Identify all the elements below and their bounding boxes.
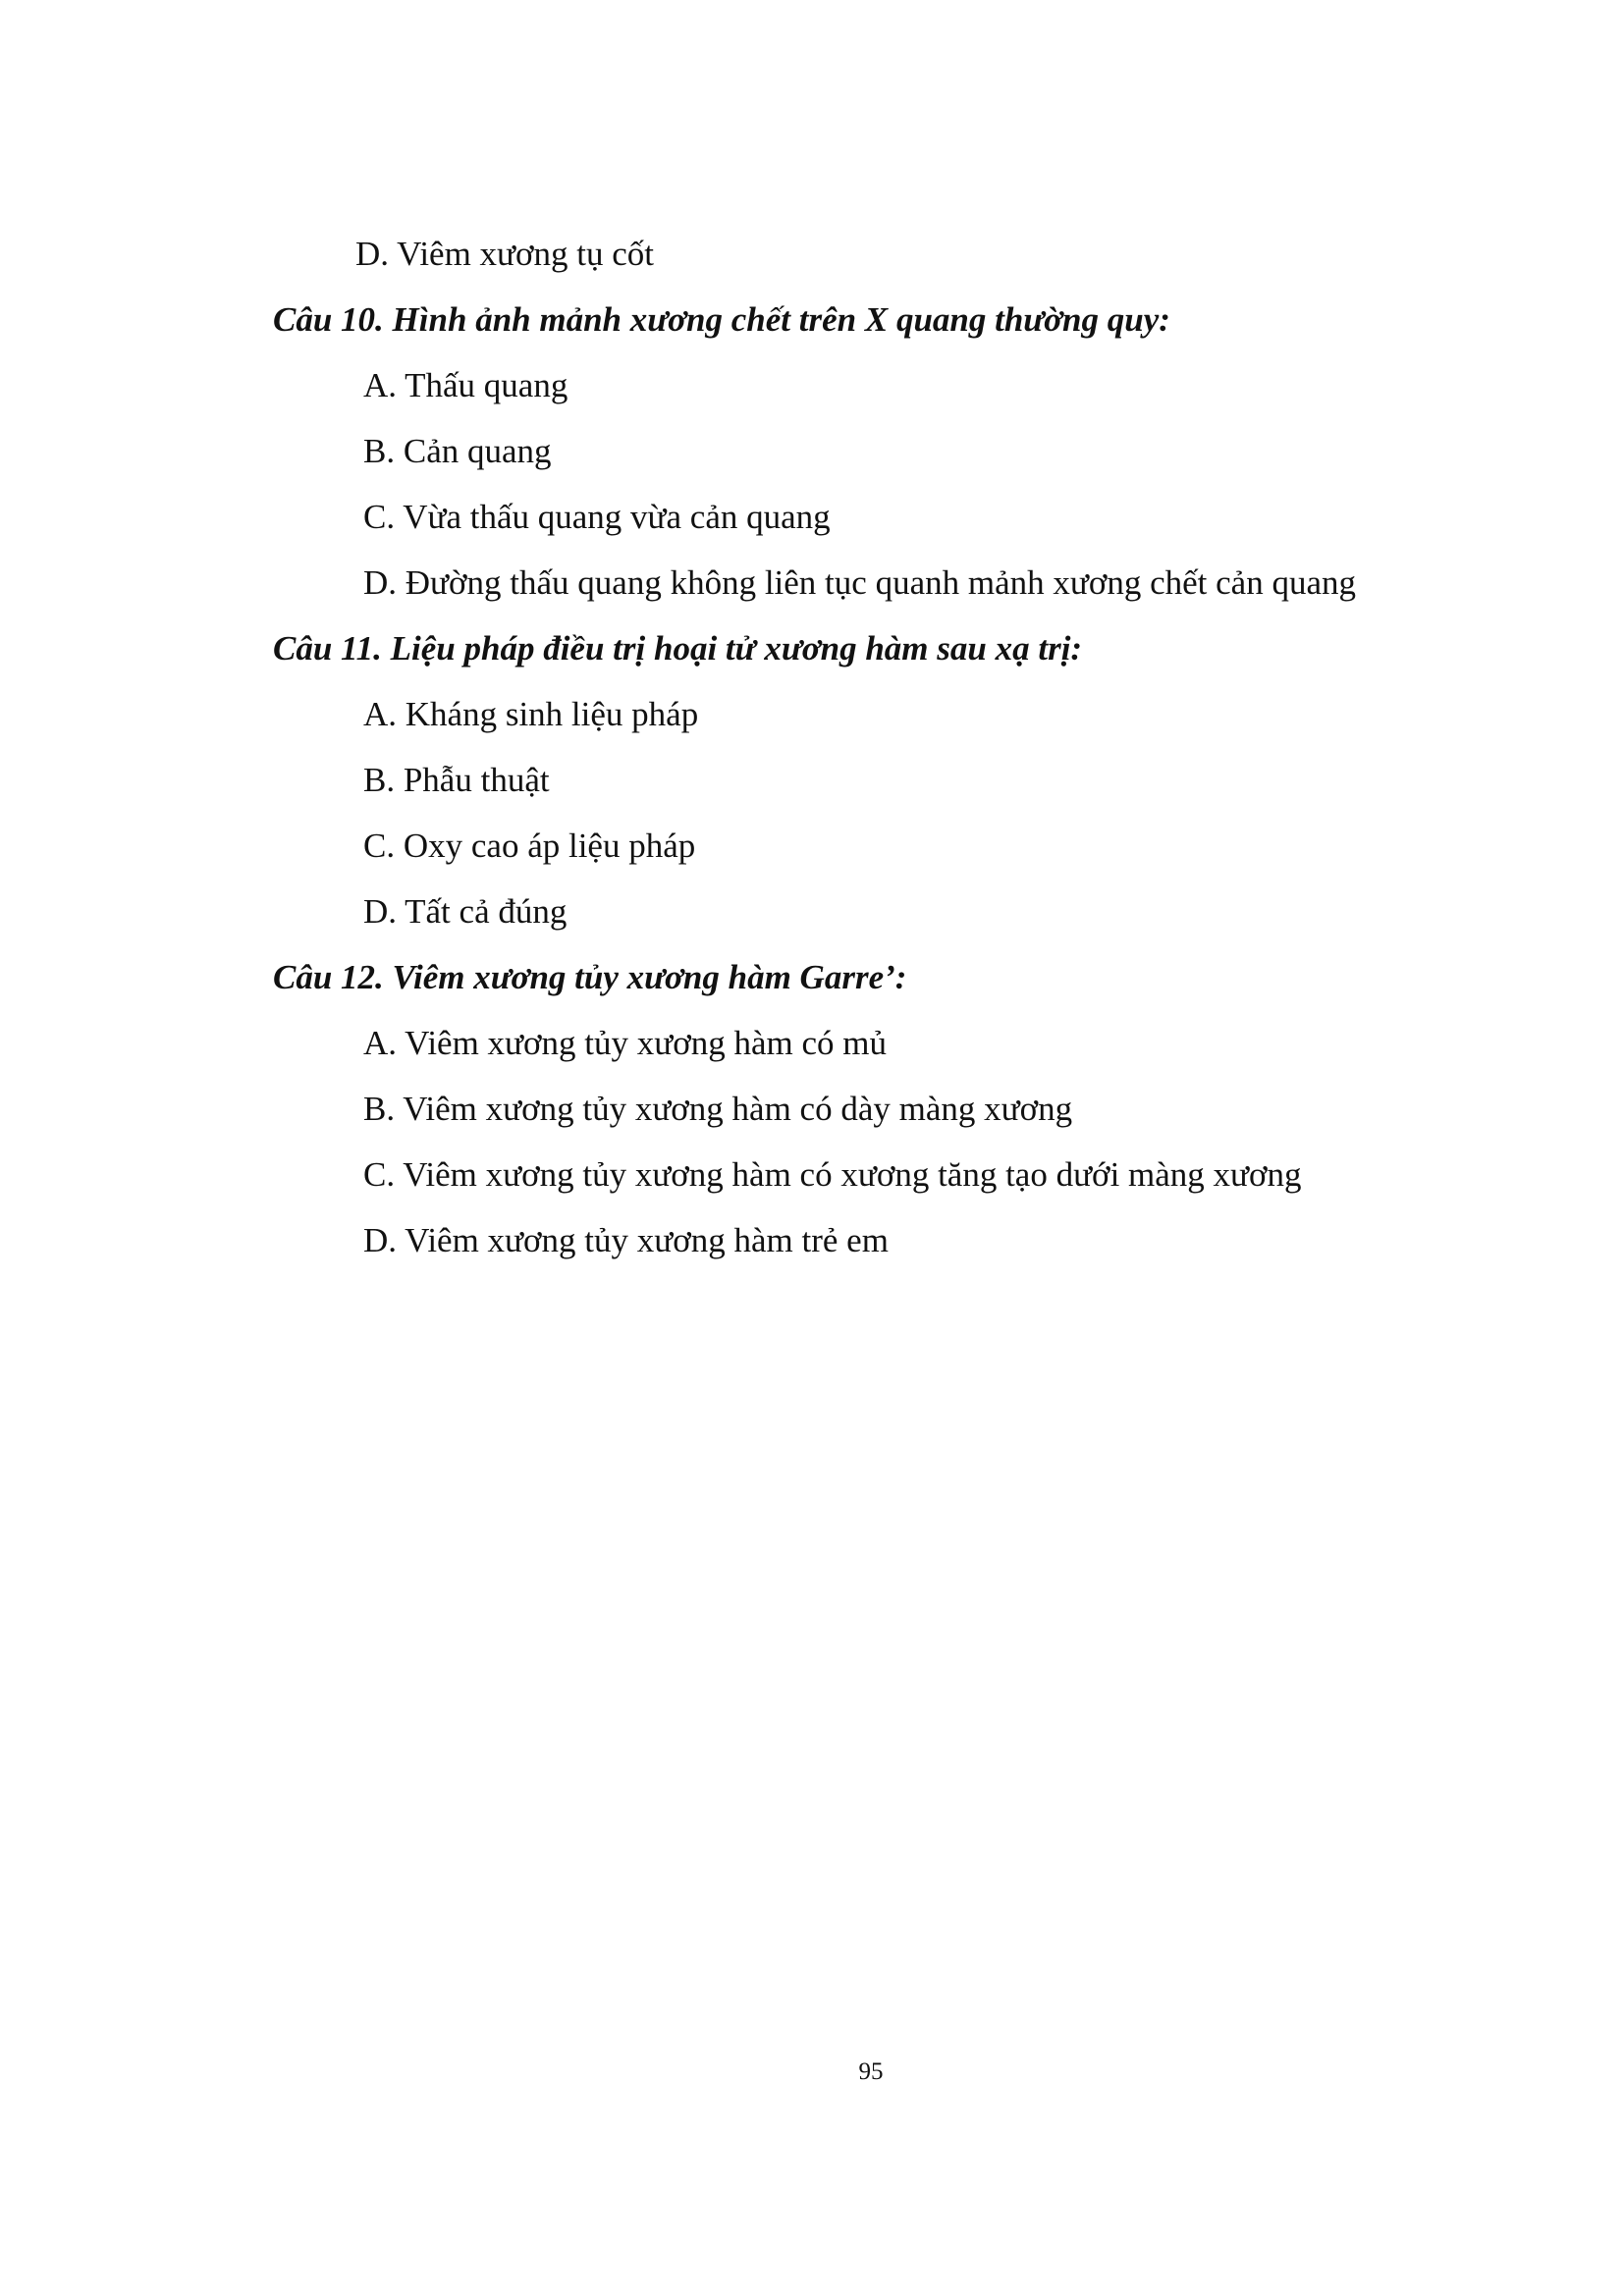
question-10-option-b: B. Cản quang bbox=[363, 432, 552, 470]
question-10-option-a: A. Thấu quang bbox=[363, 366, 568, 404]
question-11-option-b: B. Phẫu thuật bbox=[363, 761, 550, 799]
continued-option: D. Viêm xương tụ cốt bbox=[355, 235, 655, 273]
question-11-title: Câu 11. Liệu pháp điều trị hoại tử xương hàm sau xạ trị: bbox=[273, 629, 1083, 667]
page-number: 95 bbox=[858, 2058, 884, 2085]
question-11-option-d: D. Tất cả đúng bbox=[363, 892, 568, 931]
question-12-option-b: B. Viêm xương tủy xương hàm có dày màng xương bbox=[363, 1090, 1073, 1128]
question-10-title: Câu 10. Hình ảnh mảnh xương chết trên X quang thường quy: bbox=[273, 300, 1170, 339]
question-10-option-c: C. Vừa thấu quang vừa cản quang bbox=[363, 498, 831, 536]
question-11-option-c: C. Oxy cao áp liệu pháp bbox=[363, 827, 696, 865]
question-12-option-a: A. Viêm xương tủy xương hàm có mủ bbox=[363, 1024, 887, 1062]
question-12-title: Câu 12. Viêm xương tủy xương hàm Garre’: bbox=[273, 958, 907, 996]
question-12-option-c: C. Viêm xương tủy xương hàm có xương tăng tạo dưới màng xương bbox=[363, 1155, 1302, 1194]
question-11-option-a: A. Kháng sinh liệu pháp bbox=[363, 695, 699, 733]
question-12-option-d: D. Viêm xương tủy xương hàm trẻ em bbox=[363, 1221, 889, 1259]
question-10-option-d: D. Đường thấu quang không liên tục quanh mảnh xương chết cản quang bbox=[363, 563, 1356, 602]
